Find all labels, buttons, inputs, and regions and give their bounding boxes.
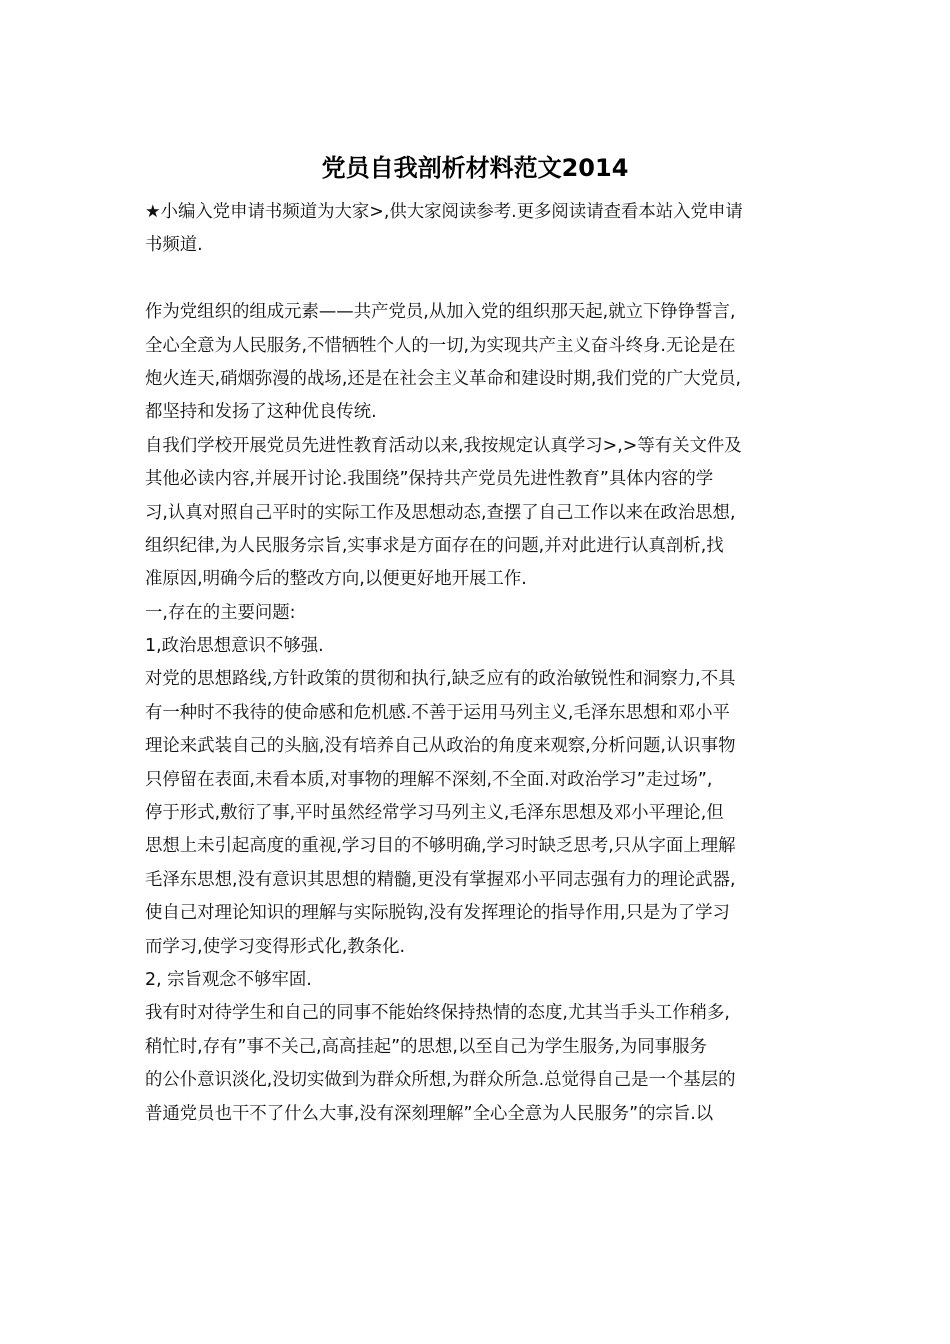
body-line: 都坚持和发扬了这种优良传统.: [145, 402, 377, 423]
body-line: 只停留在表面,未看本质,对事物的理解不深刻,不全面.对政治学习”走过场”,: [145, 769, 713, 790]
body-line: 使自己对理论知识的理解与实际脱钩,没有发挥理论的指导作用,只是为了学习: [145, 903, 730, 924]
body-line: 一,存在的主要问题:: [145, 602, 296, 623]
body-line: 炮火连天,硝烟弥漫的战场,还是在社会主义革命和建设时期,我们党的广大党员,: [145, 368, 742, 389]
body-line: 其他必读内容,并展开讨论.我围绕”保持共产党员先进性教育”具体内容的学: [145, 469, 714, 490]
body-line: 1,政治思想意识不够强.: [145, 636, 324, 657]
body-line: ★小编入党申请书频道为大家>,供大家阅读参考.更多阅读请查看本站入党申请: [145, 202, 743, 222]
body-line: 稍忙时,存有”事不关己,高高挂起”的思想,以至自己为学生服务,为同事服务: [145, 1036, 707, 1057]
body-line: 组织纪律,为人民服务宗旨,实事求是方面存在的问题,并对此进行认真剖析,找: [145, 535, 724, 556]
body-line: 全心全意为人民服务,不惜牺牲个人的一切,为实现共产主义奋斗终身.无论是在: [145, 335, 736, 356]
body-line: 毛泽东思想,没有意识其思想的精髓,更没有掌握邓小平同志强有力的理论武器,: [145, 869, 736, 890]
document-title: 党员自我剖析材料范文2014: [321, 154, 629, 182]
body-line: 理论来武装自己的头脑,没有培养自己从政治的角度来观察,分析问题,认识事物: [145, 736, 736, 757]
body-line: 我有时对待学生和自己的同事不能始终保持热情的态度,尤其当手头工作稍多,: [145, 1003, 730, 1024]
body-line: 有一种时不我待的使命感和危机感.不善于运用马列主义,毛泽东思想和邓小平: [145, 702, 730, 723]
body-line: 2, 宗旨观念不够牢固.: [145, 969, 312, 990]
body-line: 思想上未引起高度的重视,学习目的不够明确,学习时缺乏思考,只从字面上理解: [145, 836, 736, 857]
body-line: 自我们学校开展党员先进性教育活动以来,我按规定认真学习>,>等有关文件及: [145, 435, 742, 456]
body-line: 而学习,使学习变得形式化,教条化.: [145, 936, 406, 957]
blank-line: [145, 263, 825, 296]
body-line: 的公仆意识淡化,没切实做到为群众所想,为群众所急.总觉得自己是一个基层的: [145, 1070, 736, 1091]
body-line: 准原因,明确今后的整改方向,以便更好地开展工作.: [145, 569, 527, 590]
body-line: 对党的思想路线,方针政策的贯彻和执行,缺乏应有的政治敏锐性和洞察力,不具: [145, 669, 736, 690]
document-body: [145, 196, 825, 1131]
body-line: 习,认真对照自己平时的实际工作及思想动态,查摆了自己工作以来在政治思想,: [145, 502, 736, 523]
body-line: 作为党组织的组成元素——共产党员,从加入党的组织那天起,就立下铮铮誓言,: [145, 302, 736, 323]
body-line: 书频道.: [145, 235, 203, 256]
body-line: 普通党员也干不了什么大事,没有深刻理解”全心全意为人民服务”的宗旨.以: [145, 1103, 714, 1124]
body-line: 停于形式,敷衍了事,平时虽然经常学习马列主义,毛泽东思想及邓小平理论,但: [145, 803, 724, 824]
